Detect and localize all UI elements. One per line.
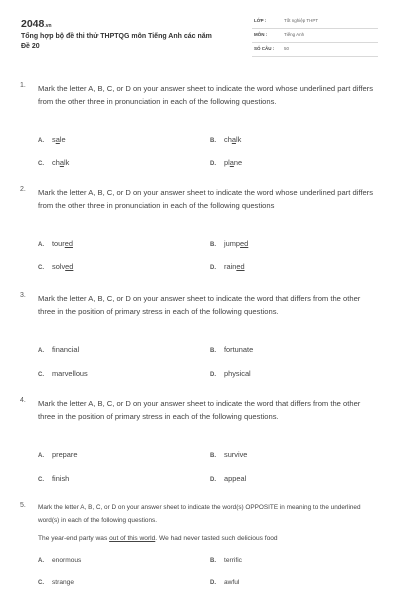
- option-letter: B.: [210, 348, 216, 354]
- option-d[interactable]: [210, 262, 245, 271]
- option-text-part: tour: [52, 239, 65, 248]
- sentence-text: . We had never tasted such delicious food: [155, 535, 278, 542]
- option-text-part: lk: [235, 135, 242, 144]
- option-text-part: solv: [52, 262, 66, 271]
- question-prompt: Mark the letter A, B, C, or D on your answer sheet to indicate the word whose underlined part differs from the other three in pronunciation in each of the following questions: [38, 188, 373, 210]
- brand-name: 2048: [21, 18, 45, 30]
- option-letter: D.: [210, 477, 216, 483]
- option-d[interactable]: [210, 474, 246, 483]
- option-d[interactable]: [210, 579, 239, 586]
- meta-count-label: SỐ CÂU :: [254, 46, 275, 51]
- question-number: 4.: [20, 397, 26, 404]
- option-letter: D.: [210, 265, 216, 271]
- question-number: 5.: [20, 502, 26, 509]
- option-text-part: rain: [224, 262, 237, 271]
- option-letter: A.: [38, 242, 44, 248]
- option-text: fortunate: [224, 345, 254, 354]
- option-d[interactable]: [210, 369, 251, 378]
- option-b[interactable]: [210, 239, 248, 248]
- brand-logo[interactable]: [21, 18, 52, 30]
- option-c[interactable]: [38, 579, 74, 586]
- option-text-part: ch: [224, 135, 232, 144]
- meta-subject-row: [252, 28, 378, 43]
- option-a[interactable]: [38, 450, 77, 459]
- option-letter: B.: [210, 138, 216, 144]
- underlined-letters: ed: [65, 262, 74, 271]
- option-b[interactable]: [210, 557, 242, 564]
- question-number: 1.: [20, 82, 26, 89]
- option-text-part: le: [59, 135, 66, 144]
- meta-subject-value: Tiếng Anh: [284, 32, 305, 37]
- option-b[interactable]: [210, 345, 253, 354]
- option-a[interactable]: [38, 135, 66, 144]
- option-text: strange: [52, 579, 74, 586]
- question-prompt: Mark the letter A, B, C, or D on your answer sheet to indicate the word that differs from the other three in the position of primary stress in each of the following questions.: [38, 399, 361, 421]
- option-c[interactable]: [38, 158, 69, 167]
- option-text-part: s: [52, 135, 56, 144]
- option-text: enormous: [52, 557, 82, 564]
- option-a[interactable]: [38, 345, 79, 354]
- option-text-part: lk: [63, 158, 70, 167]
- question-prompt: Mark the letter A, B, C, or D on your answer sheet to indicate the word that differs from the other three in the position of primary stress in each of the following questions.: [38, 294, 361, 316]
- option-c[interactable]: [38, 262, 73, 271]
- option-text: prepare: [52, 450, 78, 459]
- underlined-letters: ed: [64, 239, 73, 248]
- option-letter: C.: [38, 477, 44, 483]
- option-a[interactable]: [38, 557, 81, 564]
- option-text: terrific: [224, 557, 242, 564]
- question-number: 2.: [20, 186, 26, 193]
- option-text-part: ne: [233, 158, 243, 167]
- option-c[interactable]: [38, 369, 88, 378]
- option-text-part: ch: [52, 158, 60, 167]
- underlined-letters: ed: [240, 239, 249, 248]
- underlined-letters: a: [231, 135, 236, 144]
- option-text: physical: [224, 369, 251, 378]
- meta-class-label: LỚP :: [254, 18, 267, 23]
- document-title: [21, 32, 251, 52]
- underlined-letters: a: [229, 158, 234, 167]
- option-b[interactable]: [210, 450, 247, 459]
- underlined-letters: a: [55, 135, 60, 144]
- option-text: awful: [224, 579, 240, 586]
- sentence-text: The year-end party was: [38, 535, 110, 542]
- document-title-line: Tổng hợp bộ đề thi thử THPTQG môn Tiếng Anh các năm: [21, 33, 212, 40]
- option-d[interactable]: [210, 158, 242, 167]
- underlined-phrase: out of this world: [109, 535, 156, 542]
- option-letter: D.: [210, 580, 216, 586]
- option-a[interactable]: [38, 239, 73, 248]
- option-b[interactable]: [210, 135, 241, 144]
- option-letter: A.: [38, 138, 44, 144]
- question-sentence: [38, 535, 373, 542]
- option-letter: C.: [38, 161, 44, 167]
- brand-domain: .vn: [44, 23, 52, 29]
- meta-count-value: 50: [284, 46, 290, 51]
- option-text: marvellous: [52, 369, 88, 378]
- meta-count-row: [252, 42, 378, 57]
- meta-class-row: [252, 14, 378, 29]
- option-text-part: jump: [224, 239, 241, 248]
- option-letter: A.: [38, 348, 44, 354]
- meta-subject-label: MÔN :: [254, 32, 268, 37]
- option-text: appeal: [224, 474, 247, 483]
- option-text-part: pl: [224, 158, 230, 167]
- option-c[interactable]: [38, 474, 69, 483]
- option-text: financial: [52, 345, 80, 354]
- option-text: survive: [224, 450, 248, 459]
- option-letter: D.: [210, 161, 216, 167]
- option-letter: A.: [38, 453, 44, 459]
- underlined-letters: ed: [236, 262, 245, 271]
- question-number: 3.: [20, 292, 26, 299]
- option-letter: C.: [38, 580, 44, 586]
- meta-class-value: Tốt nghiệp THPT: [284, 18, 319, 23]
- option-letter: B.: [210, 242, 216, 248]
- option-letter: B.: [210, 453, 216, 459]
- option-letter: B.: [210, 558, 216, 564]
- document-subtitle: Đề 20: [21, 43, 40, 50]
- option-letter: A.: [38, 558, 44, 564]
- option-letter: C.: [38, 265, 44, 271]
- option-letter: D.: [210, 372, 216, 378]
- question-prompt: Mark the letter A, B, C, or D on your answer sheet to indicate the word whose underlined part differs from the other three in pronunciation in each of the following questions.: [38, 84, 373, 106]
- option-text: finish: [52, 474, 70, 483]
- underlined-letters: a: [59, 158, 64, 167]
- option-letter: C.: [38, 372, 44, 378]
- question-prompt: Mark the letter A, B, C, or D on your answer sheet to indicate the word(s) OPPOSITE in meaning to the underlined word(s) in each of the following questions.: [38, 504, 361, 524]
